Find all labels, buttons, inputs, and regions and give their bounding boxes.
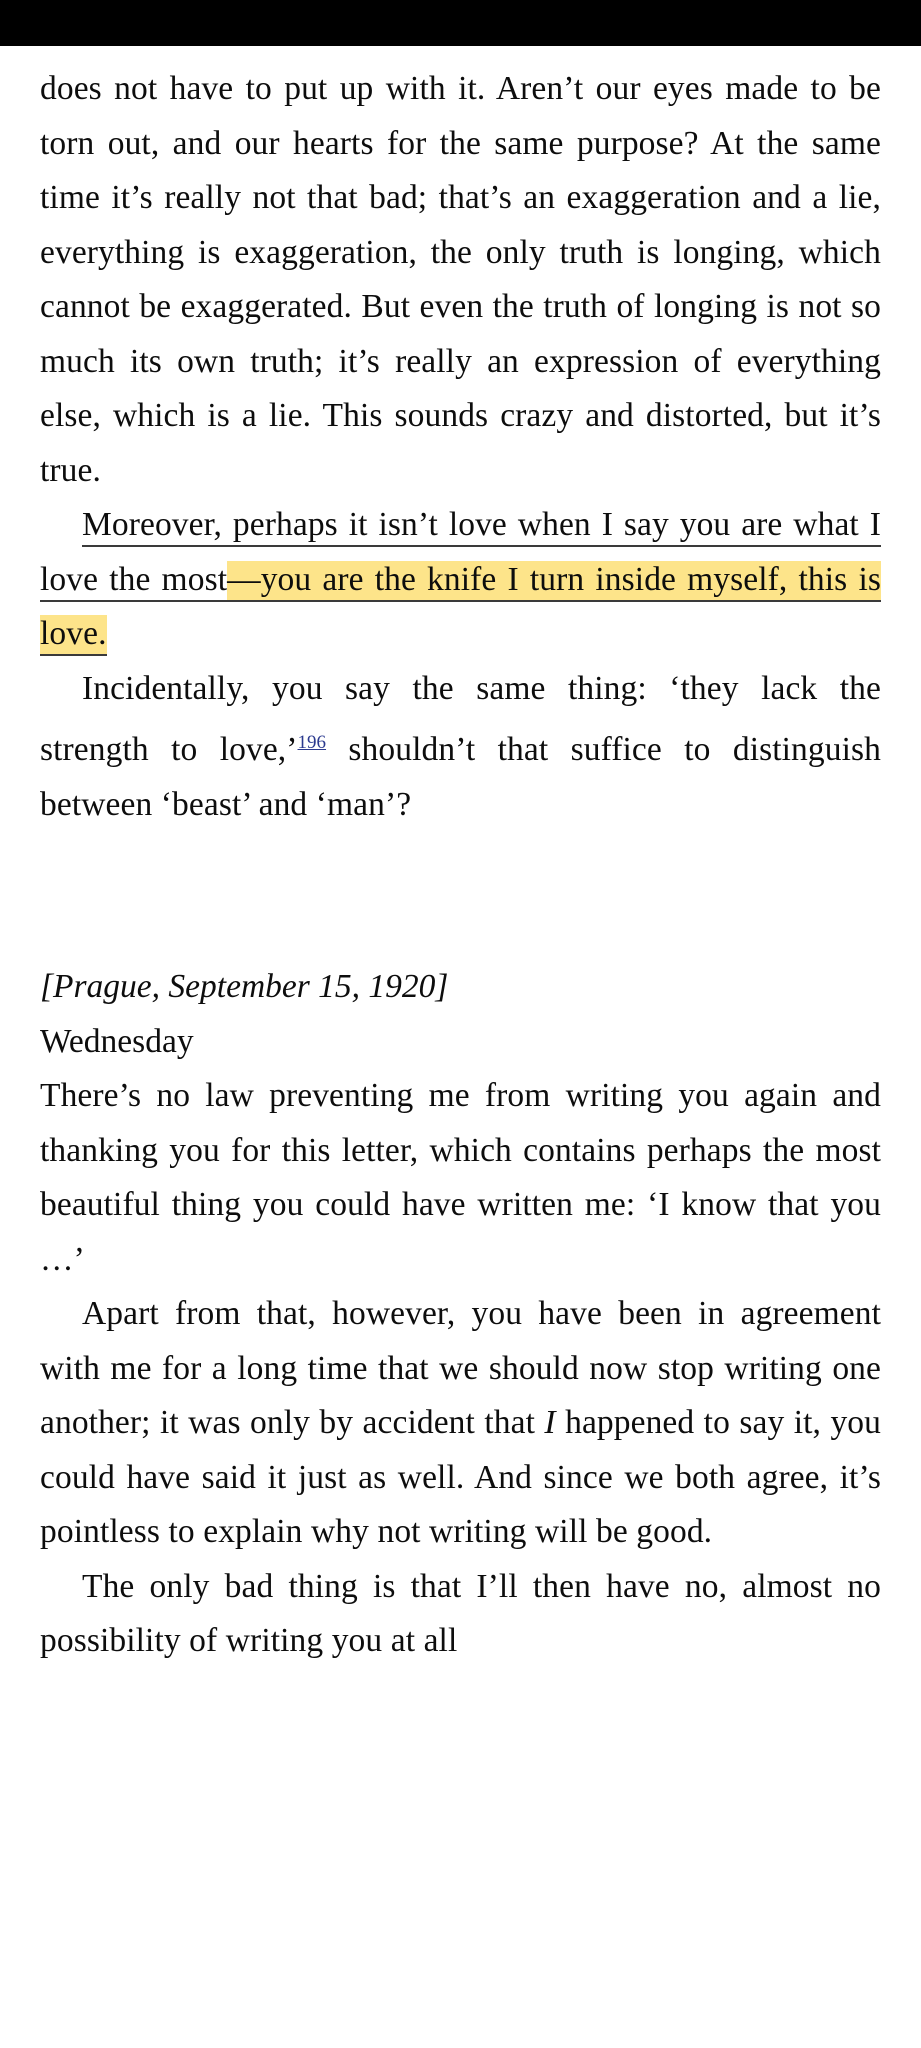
footnote-marker-196[interactable]: 196 — [297, 732, 327, 753]
highlighted-text: —you are the knife I turn inside myself, this is love. — [40, 561, 881, 657]
paragraph-incidentally-post: shouldn’t that suffice to distinguish between ‘beast’ and ‘man’? — [40, 731, 881, 823]
paragraph-continuation: does not have to put up with it. Aren’t our eyes made to be torn out, and our hearts for the same purpose? At the same time it’s really not that bad; that’s an exaggeration and a lie, everything is exaggeration, the only truth is longing, which cannot be exaggerated. But even the truth of longing is not so much its own truth; it’s really an expression of everything else, which is a lie. This sounds crazy and distorted, but it’s true. — [40, 70, 881, 489]
paragraph-apart-from-that — [40, 1287, 881, 1560]
paragraph-no-law: There’s no law preventing me from writing you again and thanking you for this letter, which contains perhaps the most beautiful thing you could have written me: ‘I know that you …’ — [40, 1077, 881, 1278]
emphasis-i: I — [544, 1404, 556, 1442]
underlined-text: Moreover, perhaps it isn’t love when I say you are what I love the most — [40, 506, 881, 602]
paragraph-incidentally — [40, 662, 881, 833]
paragraph-incidentally-pre: Incidentally, you say the same thing: ‘they lack the strength to love,’ — [40, 669, 881, 769]
paragraph-apart-pre: Apart from that, however, you have been in agreement with me for a long time that we should now stop writing one another; it was only by accident that — [40, 1295, 881, 1442]
page-content — [0, 46, 921, 1669]
paragraph-apart-post: happened to say it, you could have said it just as well. And since we both agree, it’s pointless to explain why not writing will be good. — [40, 1404, 881, 1551]
letter-heading: [Prague, September 15, 1920] — [40, 968, 449, 1006]
section-break — [40, 832, 881, 960]
page-top-band — [0, 0, 921, 46]
paragraph-moreover — [40, 498, 881, 662]
paragraph-only-bad-thing: The only bad thing is that I’ll then have no, almost no possibility of writing you at all — [40, 1567, 881, 1660]
letter-weekday: Wednesday — [40, 1022, 194, 1060]
